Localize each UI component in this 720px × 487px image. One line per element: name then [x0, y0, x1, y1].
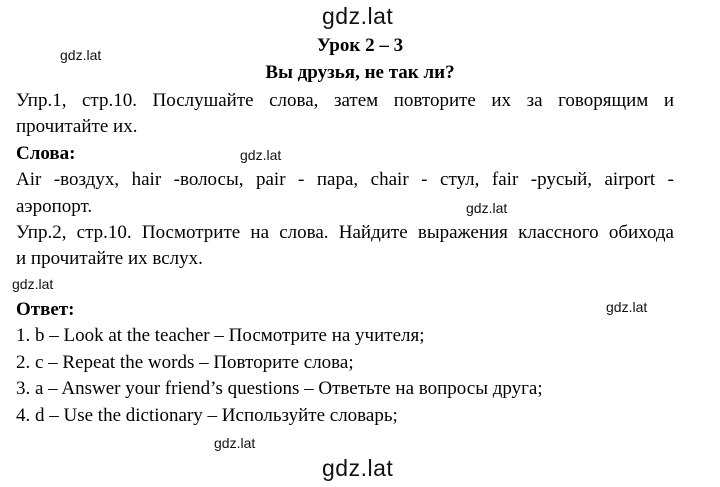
task2-line1: Упр.2, стр.10. Посмотрите на слова. Найдите выражения классного обихода [16, 222, 674, 243]
answer-item: 3. a – Answer your friend’s questions – Ответьте на вопросы друга; [16, 378, 543, 399]
words-heading: Слова: [16, 143, 76, 164]
watermark: gdz.lat [60, 47, 102, 63]
task2-line2: и прочитайте их вслух. [16, 248, 203, 269]
watermark: gdz.lat [214, 435, 256, 451]
answer-item: 1. b – Look at the teacher – Посмотрите на учителя; [16, 325, 425, 346]
lesson-title: Урок 2 – 3 [316, 35, 404, 56]
answer-heading: Ответ: [16, 299, 75, 320]
watermark: gdz.lat [240, 147, 282, 163]
watermark: gdz.lat [466, 200, 508, 216]
answer-item: 4. d – Use the dictionary – Используйте словарь; [16, 405, 398, 426]
watermark: gdz.lat [606, 299, 648, 315]
words-line2: аэропорт. [16, 196, 93, 217]
task1-line1: Упр.1, стр.10. Послушайте слова, затем повторите их за говорящим и [16, 90, 674, 111]
watermark-top: gdz.lat [322, 3, 394, 29]
words-line1: Air -воздух, hair -волосы, pair - пара, chair - стул, fair -русый, airport - [16, 169, 674, 190]
task1-line2: прочитайте их. [16, 116, 138, 137]
lesson-subtitle: Вы друзья, не так ли? [265, 62, 455, 83]
answer-item: 2. c – Repeat the words – Повторите слова; [16, 352, 354, 373]
watermark: gdz.lat [12, 276, 54, 292]
watermark-bottom: gdz.lat [322, 455, 394, 481]
